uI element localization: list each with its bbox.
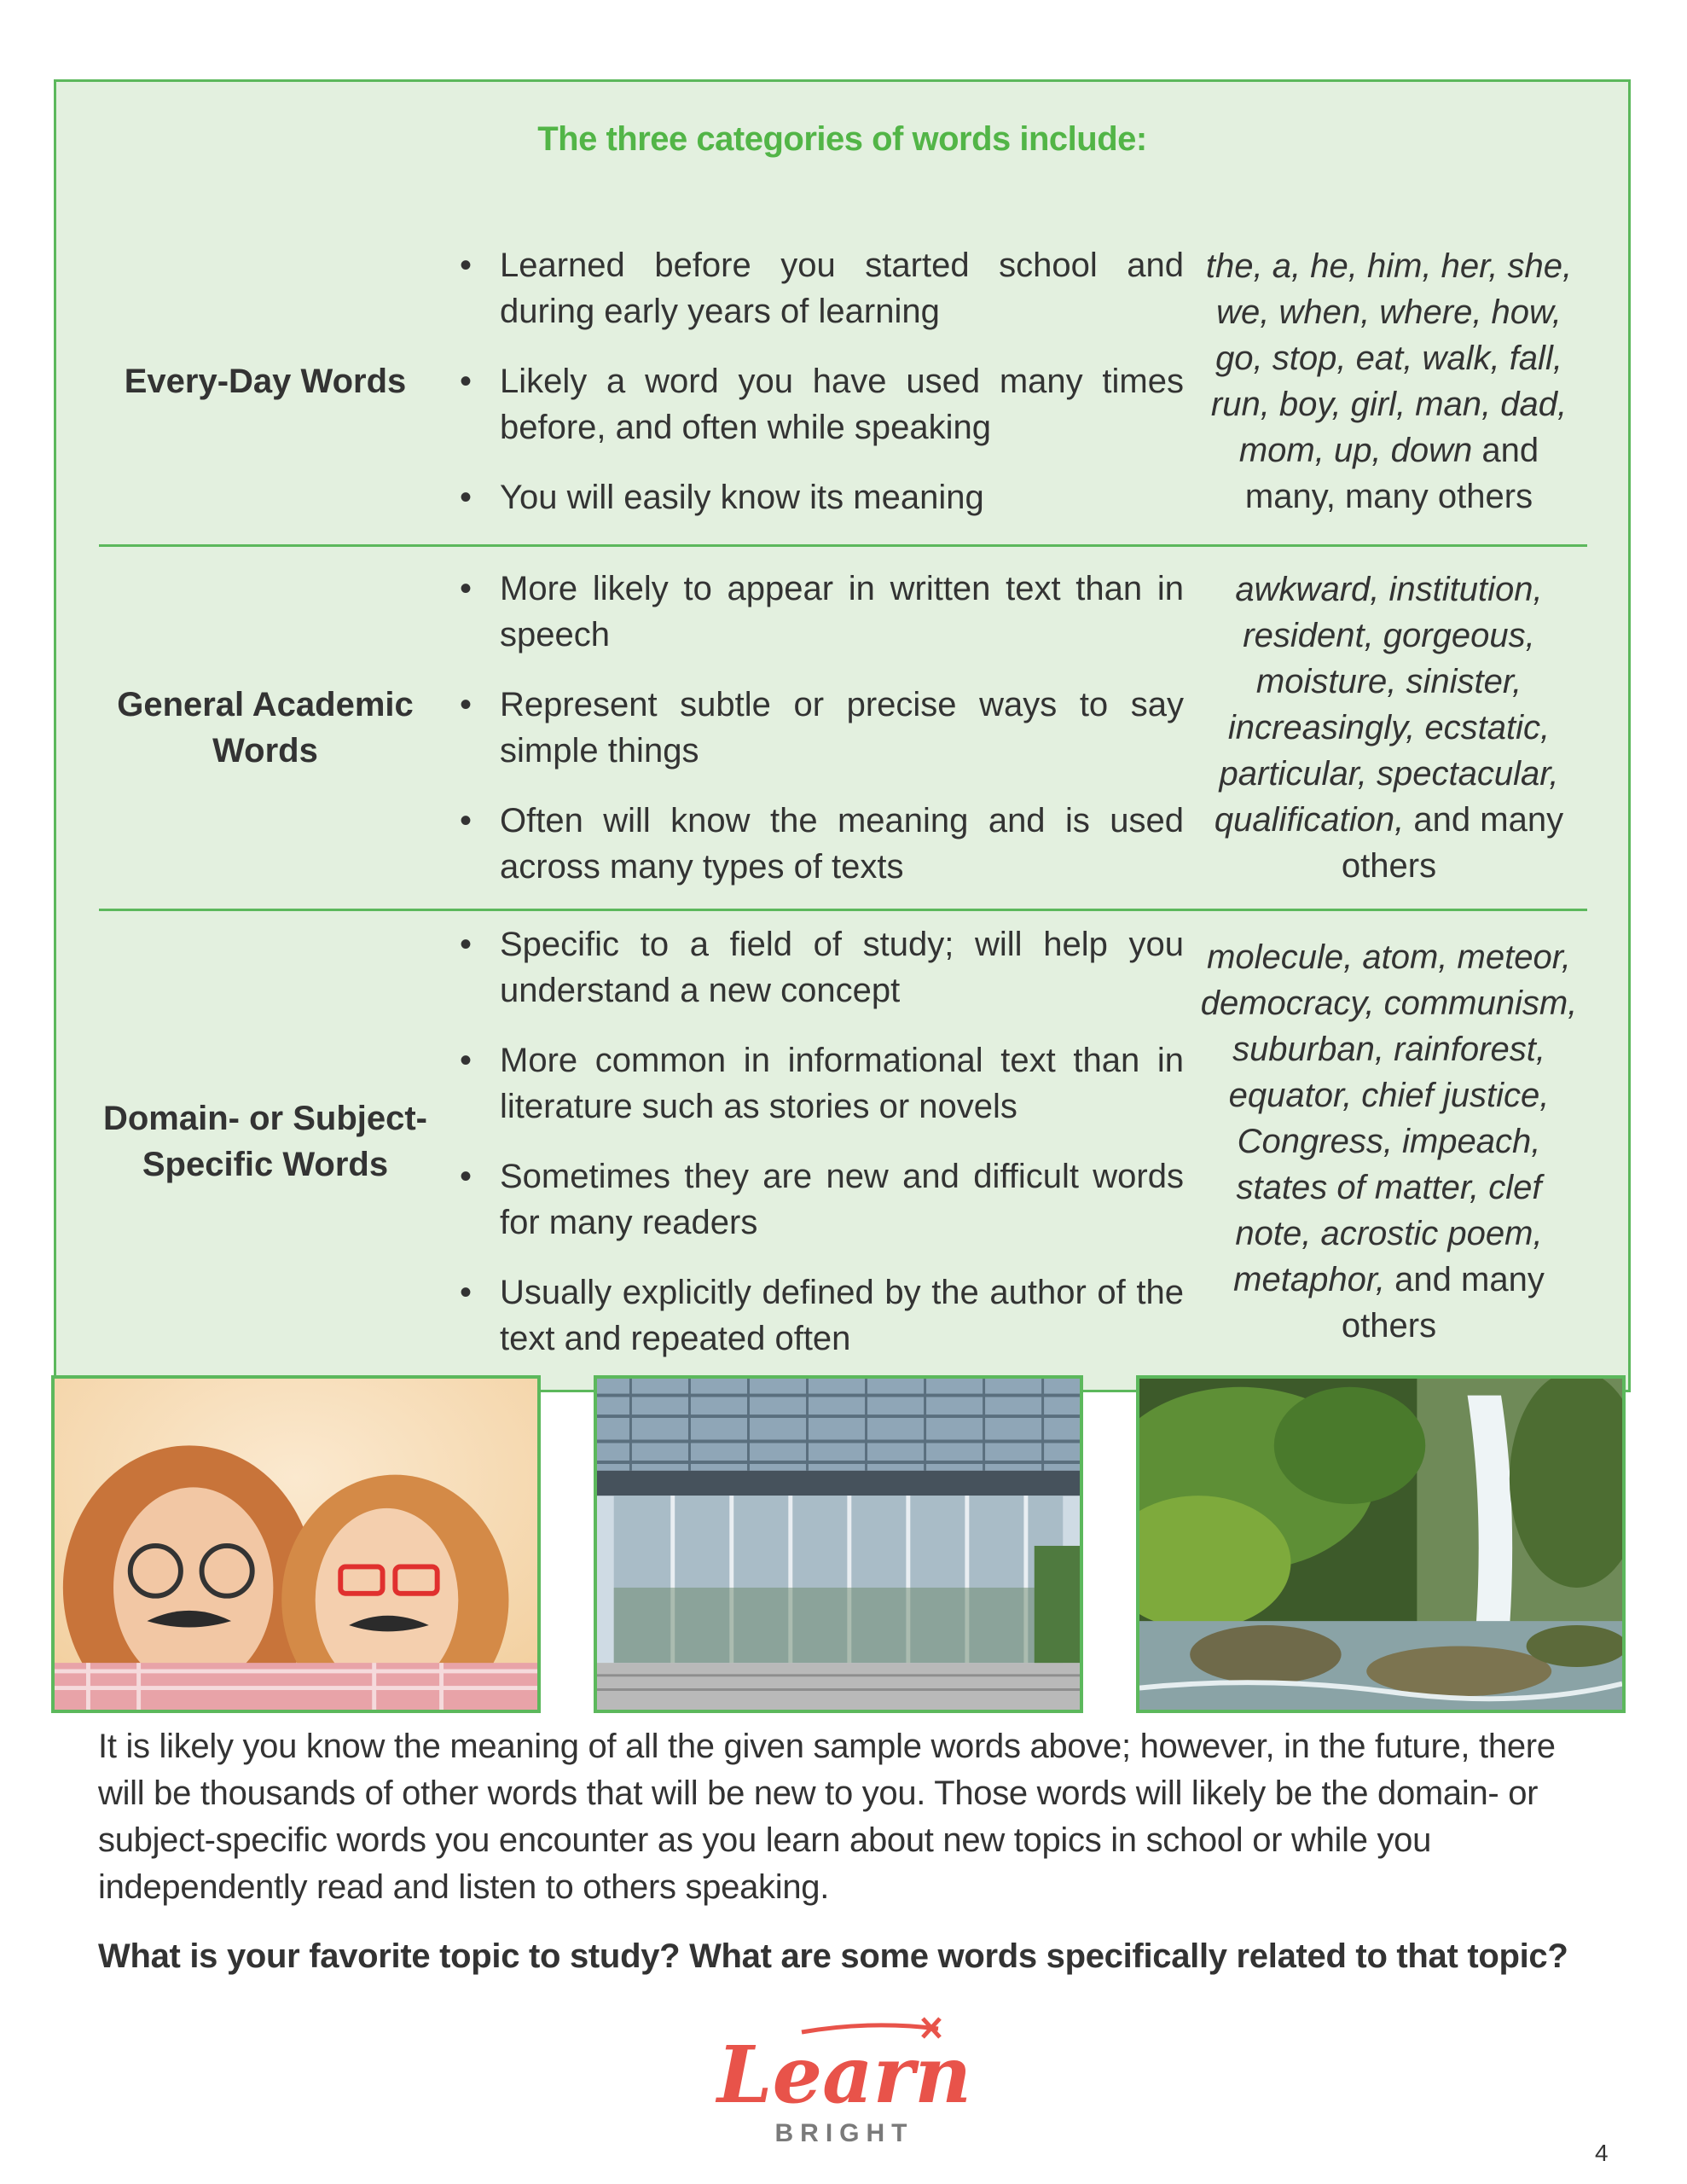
logo-word: Learn	[716, 2029, 972, 2121]
categories-panel	[54, 79, 1631, 1392]
list-item: • Likely a word you have used many times before, and often while speaking	[432, 358, 1184, 450]
bullet-dot: •	[459, 247, 472, 284]
bullet-list	[432, 218, 1184, 544]
list-item: • Usually explicitly defined by the author of the text and repeated often	[432, 1269, 1184, 1362]
bullet-list	[432, 547, 1184, 909]
bullet-list	[432, 911, 1184, 1372]
bullet-dot: •	[459, 926, 472, 963]
reflection-question: What is your favorite topic to study? What are some words specifically related to that topic?	[98, 1937, 1568, 1975]
bullet-dot: •	[459, 1042, 472, 1079]
list-item: • You will easily know its meaning	[432, 474, 1184, 520]
example-words: molecule, atom, meteor, democracy, communism, suburban, rainforest, equator, chief justice, Congress, impeach, states of matter, clef note, acrostic poem, metaphor, and many others	[1200, 938, 1578, 1345]
page-number: 4	[1595, 2140, 1609, 2166]
list-item: • More common in informational text than in literature such as stories or novels	[432, 1037, 1184, 1130]
category-name: Domain- or Subject- Specific Words	[102, 1100, 428, 1183]
list-item: • Learned before you started school and during early years of learning	[432, 242, 1184, 334]
list-item: • Specific to a field of study; will help you understand a new concept	[432, 921, 1184, 1014]
panel-title: The three categories of words include:	[537, 120, 1147, 158]
category-row-everyday	[99, 218, 1587, 547]
list-item: • More likely to appear in written text than in speech	[432, 566, 1184, 658]
bullet-dot: •	[459, 570, 472, 607]
list-item: • Often will know the meaning and is used across many types of texts	[432, 798, 1184, 890]
photo-people-mustache	[51, 1375, 541, 1713]
bullet-dot: •	[459, 802, 472, 839]
photo-rainforest-waterfall	[1136, 1375, 1626, 1713]
category-row-general-academic	[99, 547, 1587, 911]
logo-subword: BRIGHT	[774, 2119, 914, 2147]
body-paragraph: It is likely you know the meaning of all the given sample words above; however, in the future, there will be thousands of other words that will be new to you. Those words will likely be the domain- or subject-specific words you encounter as you learn about new topics in school or while you independently read and listen to others speaking.	[98, 1728, 1556, 1906]
list-item: • Represent subtle or precise ways to say simple things	[432, 682, 1184, 774]
bullet-dot: •	[459, 479, 472, 516]
learn-bright-logo	[699, 2013, 989, 2150]
category-row-domain-specific	[99, 911, 1587, 1372]
list-item: • Sometimes they are new and difficult words for many readers	[432, 1153, 1184, 1246]
bullet-dot: •	[459, 1274, 472, 1311]
bullet-dot: •	[459, 363, 472, 400]
photo-building-entrance	[594, 1375, 1083, 1713]
bullet-dot: •	[459, 1158, 472, 1195]
category-name: Every-Day Words	[124, 363, 407, 400]
example-words: the, a, he, him, her, she, we, when, where, how, go, stop, eat, walk, fall, run, boy, girl, man, dad, mom, up, down and many, many others	[1205, 247, 1573, 515]
category-name: General Academic Words	[117, 686, 414, 770]
example-words: awkward, institution, resident, gorgeous, moisture, sinister, increasingly, ecstatic, particular, spectacular, qualification, and many others	[1214, 571, 1564, 885]
bullet-dot: •	[459, 686, 472, 723]
